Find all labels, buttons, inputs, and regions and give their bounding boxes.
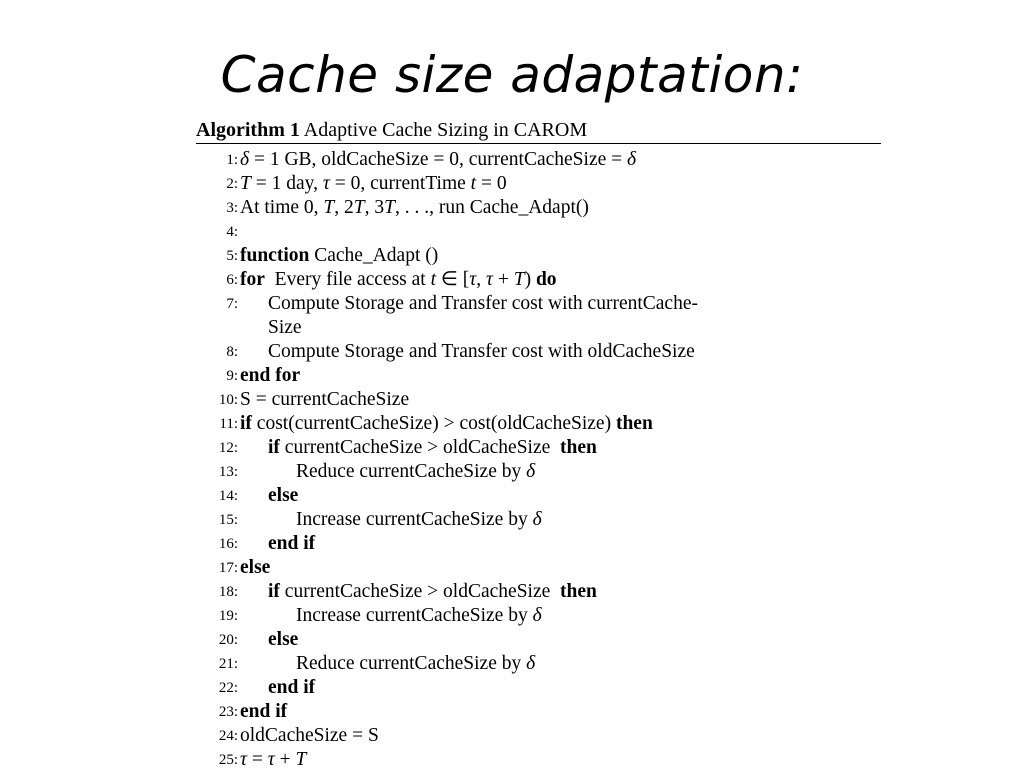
line-text: else [268, 485, 299, 506]
algorithm-line [196, 292, 881, 316]
line-text: else [240, 557, 271, 578]
line-text: oldCacheSize = S [240, 725, 379, 746]
algorithm-line [196, 700, 881, 724]
algorithm-line [196, 628, 881, 652]
algorithm-line [196, 484, 881, 508]
line-text: Compute Storage and Transfer cost with oldCacheSize [268, 341, 695, 362]
line-text: S = currentCacheSize [240, 389, 410, 410]
line-number: 16: [218, 536, 238, 552]
line-text: end if [240, 701, 288, 722]
algorithm-line [196, 532, 881, 556]
line-number: 5: [226, 248, 238, 264]
line-text: end if [268, 533, 316, 554]
line-number: 7: [226, 296, 238, 312]
line-text: Increase currentCacheSize by δ [296, 509, 542, 530]
algorithm-line [196, 268, 881, 292]
algorithm-line [196, 340, 881, 364]
line-number: 1: [226, 152, 238, 168]
algorithm-lines [196, 148, 881, 772]
algorithm-block [196, 117, 881, 772]
line-text: Size [268, 317, 302, 338]
algorithm-line [196, 196, 881, 220]
algorithm-header [196, 117, 881, 144]
line-text: end if [268, 677, 316, 698]
line-text: else [268, 629, 299, 650]
algorithm-line [196, 316, 881, 340]
algorithm-line [196, 412, 881, 436]
line-text: end for [240, 365, 301, 386]
line-text: Reduce currentCacheSize by δ [296, 461, 536, 482]
line-number: 11: [219, 416, 238, 432]
algorithm-line [196, 172, 881, 196]
line-text: τ = τ + T [240, 749, 307, 770]
line-text: Compute Storage and Transfer cost with currentCache- [268, 293, 698, 314]
line-text: Reduce currentCacheSize by δ [296, 653, 536, 674]
algorithm-line [196, 508, 881, 532]
line-number: 4: [226, 224, 238, 240]
line-text: if cost(currentCacheSize) > cost(oldCacheSize) then [240, 413, 653, 434]
algorithm-line [196, 724, 881, 748]
line-number: 20: [218, 632, 238, 648]
line-text: if currentCacheSize > oldCacheSize then [268, 437, 597, 458]
algorithm-line [196, 460, 881, 484]
line-text: T = 1 day, τ = 0, currentTime t = 0 [240, 173, 507, 194]
algorithm-line [196, 748, 881, 772]
line-number: 8: [226, 344, 238, 360]
line-number: 12: [218, 440, 238, 456]
algorithm-line [196, 148, 881, 172]
line-number: 18: [218, 584, 238, 600]
algorithm-line [196, 220, 881, 244]
line-number: 3: [226, 200, 238, 216]
algorithm-line [196, 676, 881, 700]
algorithm-line [196, 244, 881, 268]
algorithm-line [196, 580, 881, 604]
algorithm-line [196, 388, 881, 412]
line-number: 21: [218, 656, 238, 672]
line-text: if currentCacheSize > oldCacheSize then [268, 581, 597, 602]
line-number: 15: [218, 512, 238, 528]
line-number: 10: [218, 392, 238, 408]
slide-title: Cache size adaptation: [220, 46, 804, 104]
line-number: 13: [218, 464, 238, 480]
line-number: 25: [218, 752, 238, 768]
line-text: At time 0, T, 2T, 3T, . . ., run Cache_Adapt() [240, 197, 589, 218]
line-number: 6: [226, 272, 238, 288]
line-number: 9: [226, 368, 238, 384]
line-text: function Cache_Adapt () [240, 245, 439, 266]
line-number: 19: [218, 608, 238, 624]
algorithm-line [196, 556, 881, 580]
line-number: 24: [218, 728, 238, 744]
line-number: 22: [218, 680, 238, 696]
algorithm-label: Algorithm 1 [196, 119, 300, 141]
algorithm-line [196, 436, 881, 460]
line-number: 17: [218, 560, 238, 576]
algorithm-caption: Adaptive Cache Sizing in CAROM [303, 119, 588, 141]
line-text [240, 220, 881, 244]
line-number: 2: [226, 176, 238, 192]
line-text: δ = 1 GB, oldCacheSize = 0, currentCacheSize = δ [240, 149, 637, 170]
line-number: 14: [218, 488, 238, 504]
algorithm-line [196, 364, 881, 388]
line-number: 23: [218, 704, 238, 720]
line-number [196, 316, 240, 340]
algorithm-line [196, 652, 881, 676]
line-text: for Every file access at t ∈ [τ, τ + T) do [240, 269, 557, 290]
algorithm-line [196, 604, 881, 628]
line-text: Increase currentCacheSize by δ [296, 605, 542, 626]
